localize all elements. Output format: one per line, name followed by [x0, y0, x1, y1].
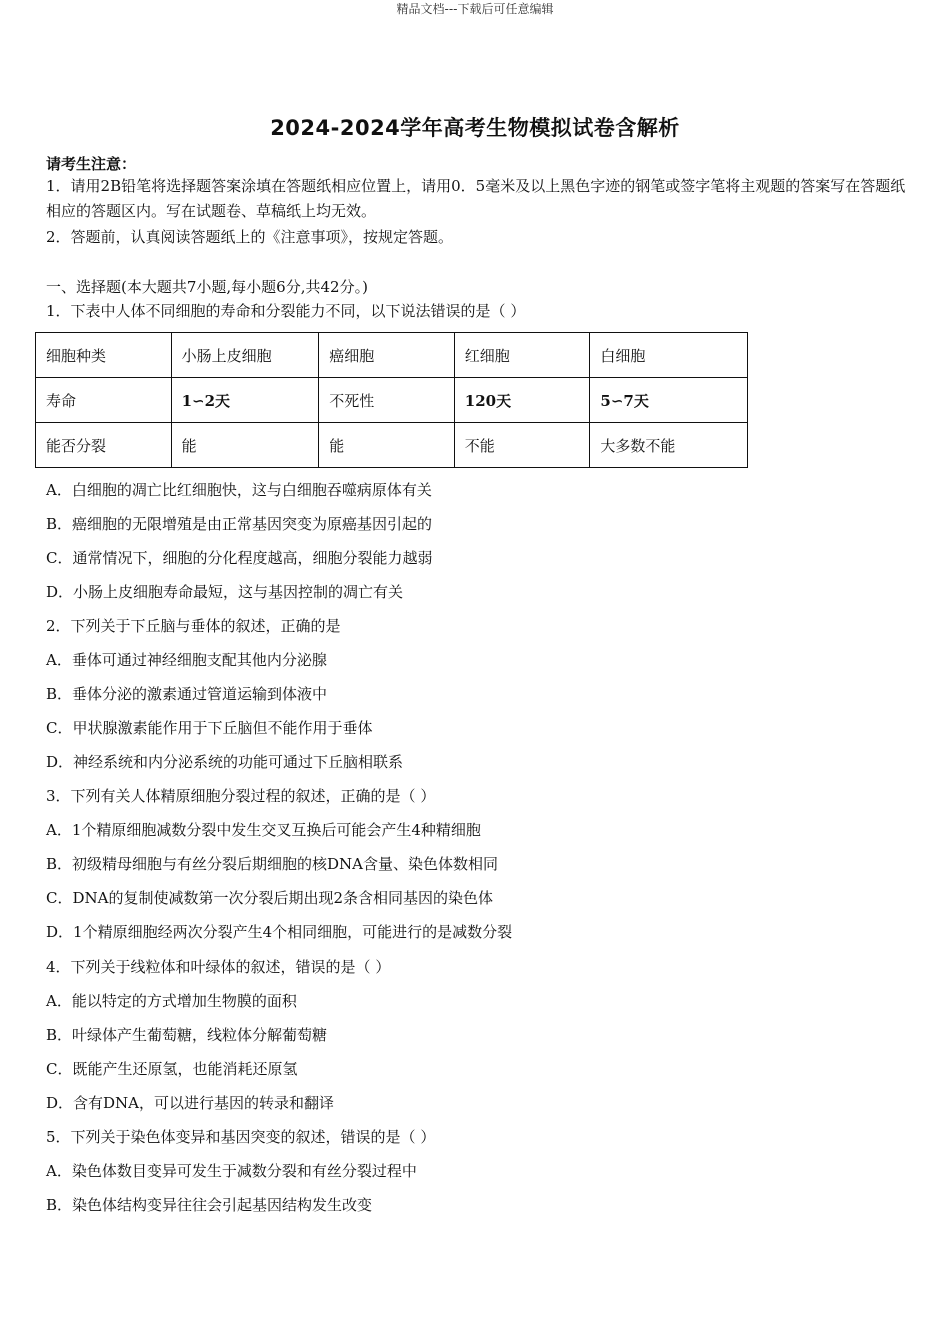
table-cell: 能否分裂	[36, 423, 172, 468]
q3-option-d: D．1个精原细胞经两次分裂产生4个相同细胞，可能进行的是减数分裂	[46, 923, 513, 941]
section-heading: 一、选择题(本大题共7小题,每小题6分,共42分。)	[46, 278, 368, 296]
q5-option-b: B．染色体结构变异往往会引起基因结构发生改变	[46, 1196, 373, 1214]
q4-option-a: A．能以特定的方式增加生物膜的面积	[46, 992, 297, 1010]
q4-option-b: B．叶绿体产生葡萄糖，线粒体分解葡萄糖	[46, 1026, 328, 1044]
table-cell: 能	[171, 423, 319, 468]
table-cell: 大多数不能	[590, 423, 748, 468]
notice-item-1: 1．请用2B铅笔将选择题答案涂填在答题纸相应位置上，请用0．5毫米及以上黑色字迹的钢笔或签字笔将主观题的答案写在答题纸相应的答题区内。写在试题卷、草稿纸上均无效。	[46, 177, 906, 220]
q5-option-a: A．染色体数目变异可发生于减数分裂和有丝分裂过程中	[46, 1162, 417, 1180]
q2-option-a: A．垂体可通过神经细胞支配其他内分泌腺	[46, 651, 327, 669]
question-1-stem: 1．下表中人体不同细胞的寿命和分裂能力不同，以下说法错误的是（ ）	[46, 302, 526, 320]
page-header: 精品文档---下载后可任意编辑	[396, 2, 554, 16]
table-cell: 120天	[454, 378, 590, 423]
page-title: 2024-2024学年高考生物模拟试卷含解析	[270, 116, 680, 140]
q3-option-a: A．1个精原细胞减数分裂中发生交叉互换后可能会产生4种精细胞	[46, 821, 481, 839]
q3-option-b: B．初级精母细胞与有丝分裂后期细胞的核DNA含量、染色体数相同	[46, 855, 499, 873]
table-cell: 不死性	[319, 378, 455, 423]
table-cell: 细胞种类	[36, 333, 172, 378]
cell-lifespan-table	[35, 332, 748, 468]
q1-option-d: D．小肠上皮细胞寿命最短，这与基因控制的凋亡有关	[46, 583, 404, 601]
q2-option-d: D．神经系统和内分泌系统的功能可通过下丘脑相联系	[46, 753, 404, 771]
table-cell: 不能	[454, 423, 590, 468]
table-cell: 寿命	[36, 378, 172, 423]
q4-option-d: D．含有DNA，可以进行基因的转录和翻译	[46, 1094, 335, 1112]
question-4-stem: 4．下列关于线粒体和叶绿体的叙述，错误的是（ ）	[46, 958, 391, 976]
notice-heading: 请考生注意：	[46, 155, 137, 173]
table-row	[36, 423, 748, 468]
q3-option-c: C．DNA的复制使减数第一次分裂后期出现2条含相同基因的染色体	[46, 889, 494, 907]
question-3-stem: 3．下列有关人体精原细胞分裂过程的叙述，正确的是（ ）	[46, 787, 436, 805]
q1-option-a: A．白细胞的凋亡比红细胞快，这与白细胞吞噬病原体有关	[46, 481, 432, 499]
notice-item-2: 2．答题前，认真阅读答题纸上的《注意事项》，按规定答题。	[46, 228, 454, 246]
q2-option-b: B．垂体分泌的激素通过管道运输到体液中	[46, 685, 328, 703]
table-cell: 能	[319, 423, 455, 468]
q1-option-c: C．通常情况下，细胞的分化程度越高，细胞分裂能力越弱	[46, 549, 433, 567]
question-5-stem: 5．下列关于染色体变异和基因突变的叙述，错误的是（ ）	[46, 1128, 436, 1146]
table-row	[36, 378, 748, 423]
table-cell: 癌细胞	[319, 333, 455, 378]
table-cell: 5∽7天	[590, 378, 748, 423]
table-cell: 1∽2天	[171, 378, 319, 423]
q4-option-c: C．既能产生还原氢，也能消耗还原氢	[46, 1060, 298, 1078]
q2-option-c: C．甲状腺激素能作用于下丘脑但不能作用于垂体	[46, 719, 373, 737]
table-cell: 小肠上皮细胞	[171, 333, 319, 378]
table-cell: 白细胞	[590, 333, 748, 378]
table-row	[36, 333, 748, 378]
q1-option-b: B．癌细胞的无限增殖是由正常基因突变为原癌基因引起的	[46, 515, 433, 533]
table-cell: 红细胞	[454, 333, 590, 378]
question-2-stem: 2．下列关于下丘脑与垂体的叙述，正确的是	[46, 617, 341, 635]
